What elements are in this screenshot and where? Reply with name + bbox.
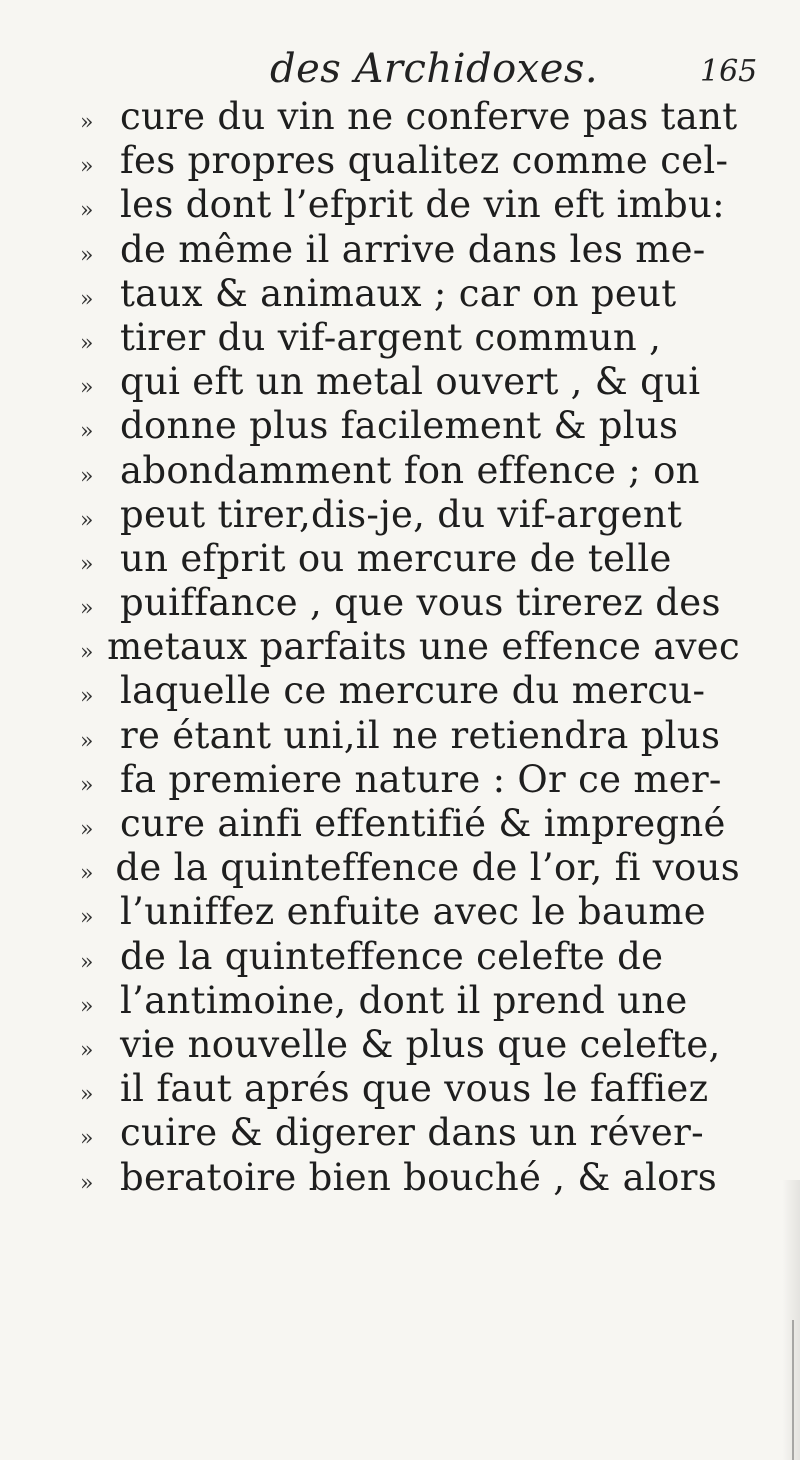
quote-mark: » xyxy=(80,1126,94,1152)
quote-mark: » xyxy=(80,993,94,1019)
quote-mark: » xyxy=(80,1170,94,1196)
line-text: cuire & digerer dans un réver- xyxy=(120,1111,704,1155)
line-text: de même il arrive dans les me- xyxy=(120,227,706,271)
text-line xyxy=(80,1023,740,1067)
quote-mark: » xyxy=(80,596,94,622)
quote-mark: » xyxy=(80,154,94,180)
quote-mark: » xyxy=(80,684,94,710)
running-head: des Archidoxes. xyxy=(270,46,599,92)
line-text: re étant uni,il ne retiendra plus xyxy=(120,713,721,757)
text-line xyxy=(80,890,740,934)
text-line xyxy=(80,758,740,802)
text-line xyxy=(80,581,740,625)
quote-mark: » xyxy=(80,817,94,842)
quote-mark: » xyxy=(80,242,94,268)
line-text: beratoire bien bouché , & alors xyxy=(120,1155,718,1199)
page-edge-line xyxy=(792,1320,794,1460)
line-text: l’antimoine, dont il prend une xyxy=(120,978,688,1022)
quote-mark: » xyxy=(80,463,94,489)
line-text: puiffance , que vous tirerez des xyxy=(120,581,721,625)
quote-mark: » xyxy=(80,640,94,666)
line-text: metaux parfaits une effence avec xyxy=(107,625,740,669)
text-line xyxy=(80,360,740,404)
quote-mark: » xyxy=(80,375,94,401)
text-line xyxy=(80,272,740,316)
text-line xyxy=(80,1111,740,1155)
line-text: peut tirer,dis-je, du vif-argent xyxy=(120,492,683,536)
text-line xyxy=(80,979,740,1023)
page-edge-shadow xyxy=(782,1180,800,1460)
quote-mark: » xyxy=(80,198,94,224)
line-text: les dont l’efprit de vin eft imbu: xyxy=(120,183,725,227)
line-text: tirer du vif-argent commun , xyxy=(120,315,662,359)
line-text: taux & animaux ; car on peut xyxy=(120,271,677,315)
text-line xyxy=(80,846,740,890)
line-text: donne plus facilement & plus xyxy=(120,404,679,448)
text-line xyxy=(80,404,740,448)
quote-mark: » xyxy=(80,507,94,533)
text-line xyxy=(80,935,740,979)
line-text: qui eft un metal ouvert , & qui xyxy=(120,360,701,404)
line-text: l’uniffez enfuite avec le baume xyxy=(120,890,706,934)
text-line xyxy=(80,228,740,272)
quote-mark: » xyxy=(80,861,94,887)
quote-mark: » xyxy=(80,1082,94,1108)
quote-mark: » xyxy=(80,1037,94,1063)
quote-mark: » xyxy=(80,110,94,135)
text-line xyxy=(80,625,740,669)
line-text: de la quinteffence de l’or, fi vous xyxy=(115,846,740,890)
line-text: de la quinteffence celefte de xyxy=(120,934,664,978)
text-line xyxy=(80,802,740,846)
body-text xyxy=(80,95,740,1200)
quote-mark: » xyxy=(80,728,94,754)
text-line xyxy=(80,493,740,537)
line-text: cure du vin ne conferve pas tant xyxy=(120,95,738,138)
text-line xyxy=(80,183,740,227)
quote-mark: » xyxy=(80,949,94,975)
text-line xyxy=(80,316,740,360)
text-line xyxy=(80,1156,740,1200)
text-line xyxy=(80,139,740,183)
text-line xyxy=(80,95,740,139)
line-text: fa premiere nature : Or ce mer- xyxy=(120,757,722,801)
line-text: cure ainfi effentifié & impregné xyxy=(120,802,726,845)
quote-mark: » xyxy=(80,772,94,798)
line-text: fes propres qualitez comme cel- xyxy=(120,139,729,183)
text-line xyxy=(80,449,740,493)
quote-mark: » xyxy=(80,905,94,931)
quote-mark: » xyxy=(80,330,94,356)
quote-mark: » xyxy=(80,551,94,577)
line-text: abondamment fon effence ; on xyxy=(120,448,700,492)
line-text: il faut aprés que vous le faffiez xyxy=(120,1067,709,1111)
quote-mark: » xyxy=(80,419,94,445)
line-text: un efprit ou mercure de telle xyxy=(120,536,672,580)
text-line xyxy=(80,669,740,713)
text-line xyxy=(80,714,740,758)
line-text: laquelle ce mercure du mercu- xyxy=(120,669,706,713)
text-line xyxy=(80,537,740,581)
line-text: vie nouvelle & plus que celefte, xyxy=(120,1022,721,1066)
page-number: 165 xyxy=(700,54,758,89)
quote-mark: » xyxy=(80,286,94,312)
text-line xyxy=(80,1067,740,1111)
